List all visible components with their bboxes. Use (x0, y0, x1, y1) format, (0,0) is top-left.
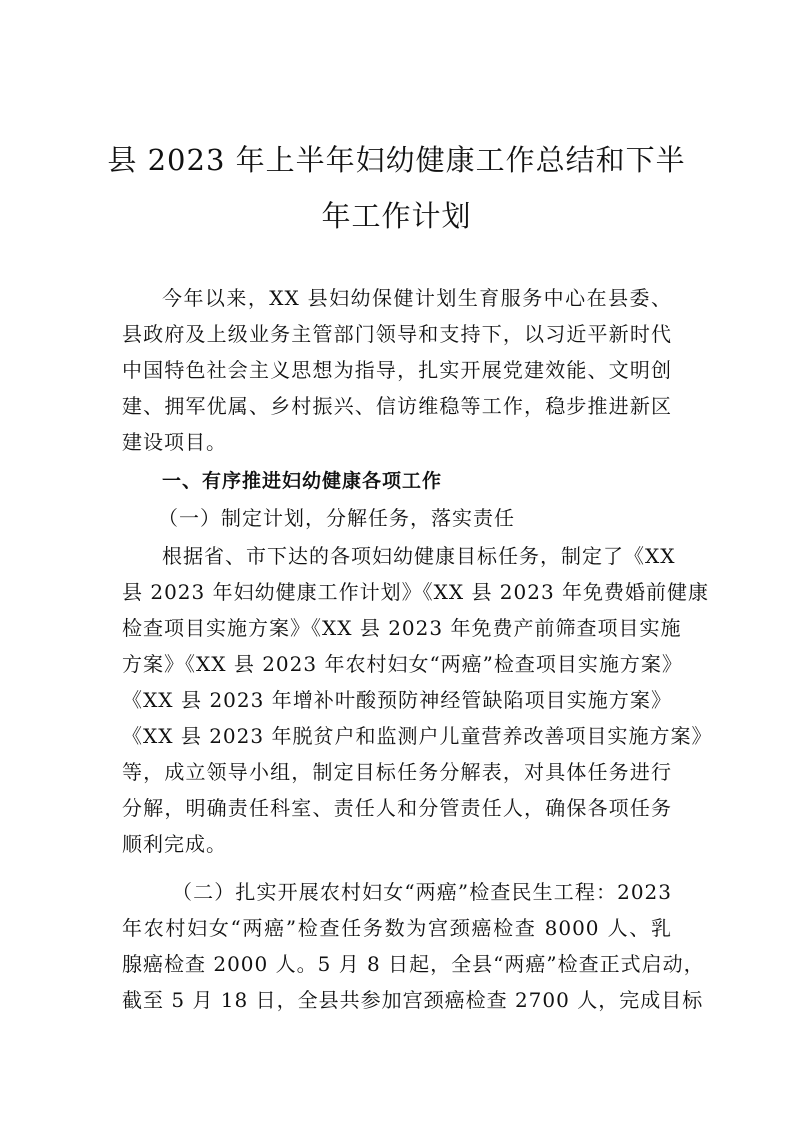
text-line: 截至 5 月 18 日，全县共参加宫颈癌检查 2700 人，完成目标 (122, 988, 704, 1012)
text-line: 等，成立领导小组，制定目标任务分解表，对具体任务进行 (122, 760, 672, 784)
text-line: 顺利完成。 (122, 832, 227, 856)
text-line: （二）扎实开展农村妇女“两癌”检查民生工程：2023 (172, 880, 672, 904)
section-heading-1: 一、有序推进妇幼健康各项工作 (162, 470, 443, 492)
text-line: 建设项目。 (122, 430, 227, 454)
text-line: 中国特色社会主义思想为指导，扎实开展党建效能、文明创 (122, 358, 672, 382)
text-line: 分解，明确责任科室、责任人和分管责任人，确保各项任务 (122, 796, 672, 820)
text-line: 《XX 县 2023 年脱贫户和监测户儿童营养改善项目实施方案》 (122, 724, 713, 748)
text-line: 根据省、市下达的各项妇幼健康目标任务，制定了《XX (162, 544, 676, 568)
text-line: 县政府及上级业务主管部门领导和支持下，以习近平新时代 (122, 322, 672, 346)
subsection-heading-1: （一）制定计划，分解任务，落实责任 (158, 506, 515, 530)
text-line: 检查项目实施方案》《XX 县 2023 年免费产前筛查项目实施 (122, 616, 682, 640)
document-title-line-1: 县 2023 年上半年妇幼健康工作总结和下半 (107, 143, 686, 177)
text-line: 年农村妇女“两癌”检查任务数为宫颈癌检查 8000 人、乳 (122, 916, 672, 940)
text-line: 方案》《XX 县 2023 年农村妇女“两癌”检查项目实施方案》 (122, 652, 683, 676)
document-title-line-2: 年工作计划 (321, 199, 472, 233)
text-line: 县 2023 年妇幼健康工作计划》《XX 县 2023 年免费婚前健康 (122, 580, 710, 604)
text-line: 腺癌检查 2000 人。5 月 8 日起，全县“两癌”检查正式启动， (122, 952, 705, 976)
text-line: 建、拥军优属、乡村振兴、信访维稳等工作，稳步推进新区 (122, 394, 672, 418)
text-line: 今年以来，XX 县妇幼保健计划生育服务中心在县委、 (162, 286, 672, 310)
text-line: 《XX 县 2023 年增补叶酸预防神经管缺陷项目实施方案》 (122, 688, 672, 712)
